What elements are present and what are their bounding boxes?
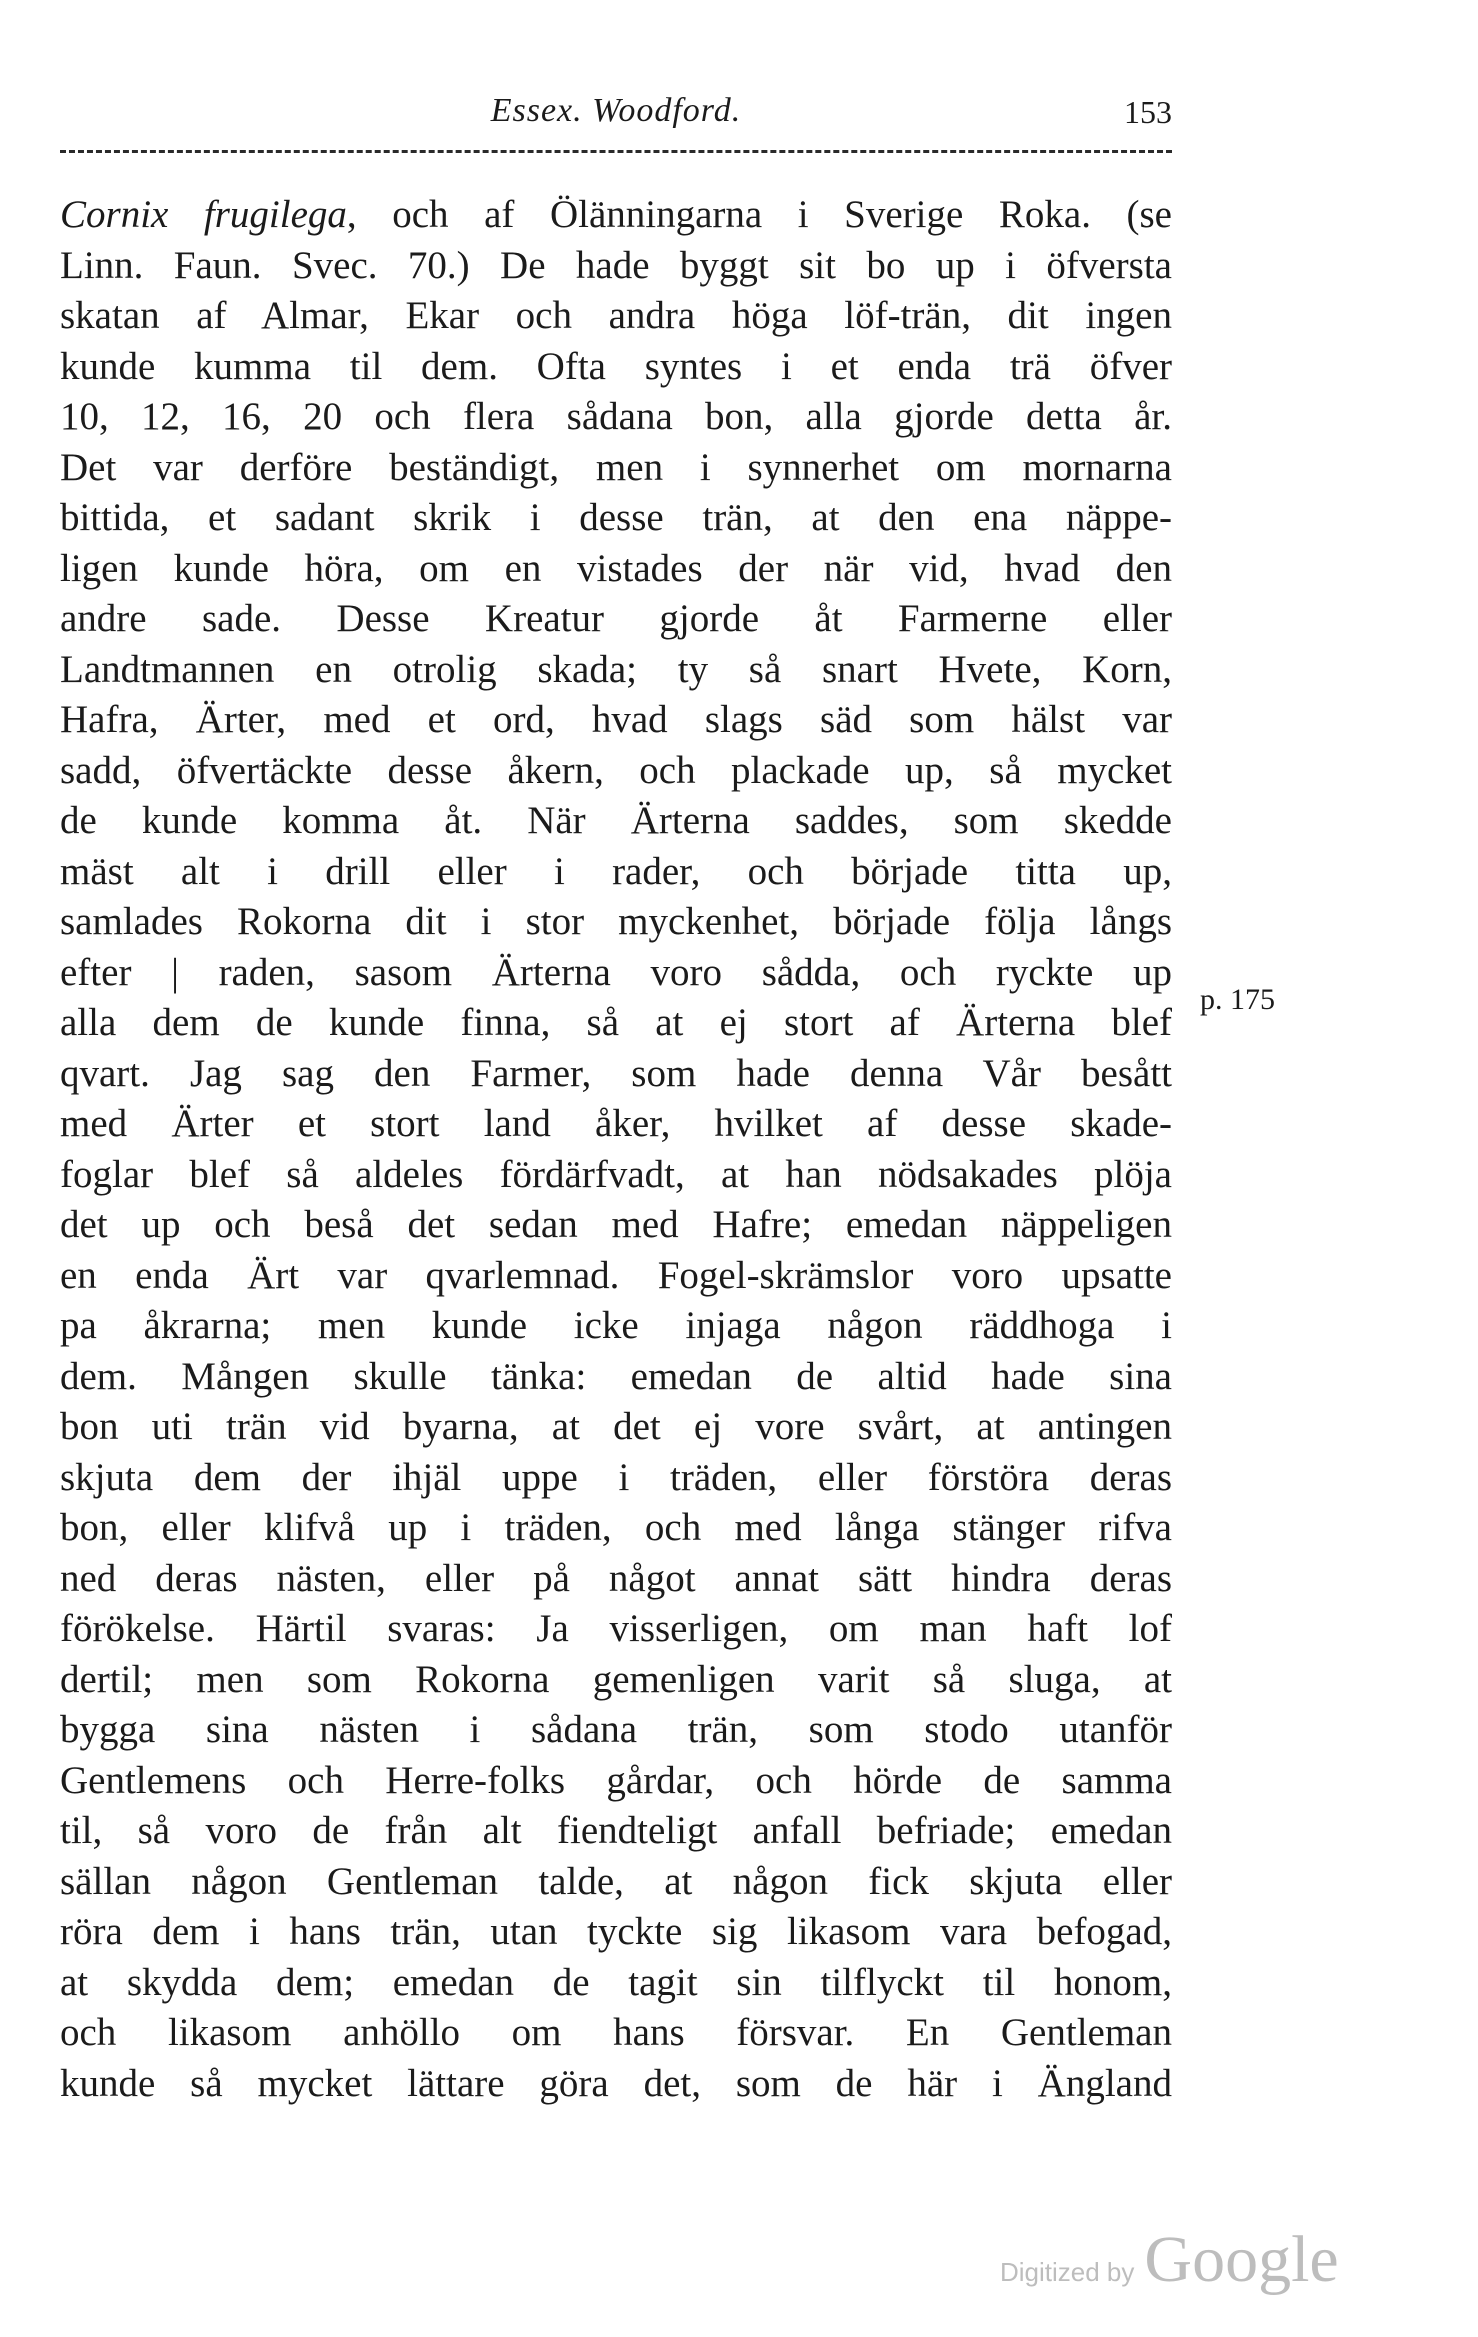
body-text	[60, 190, 1172, 2109]
text-line: Cornix frugilega, och af Ölänningarna i Sverige Roka. (se	[60, 193, 1172, 236]
text-line: kunde så mycket lättare göra det, som de här i Ängland	[60, 2061, 1172, 2105]
text-line: röra dem i hans trän, utan tyckte sig likasom vara befogad,	[60, 1910, 1172, 1953]
running-title: Essex. Woodford.	[490, 92, 742, 129]
text-line: ligen kunde höra, om en vistades der när vid, hvad den	[60, 546, 1172, 590]
text-line: en enda Ärt var qvarlemnad. Fogel-skrämslor voro upsatte	[60, 1253, 1172, 1297]
latin-species-name: Cornix frugilega	[60, 193, 347, 236]
text-line: efter | raden, sasom Ärterna voro sådda, och ryckte up	[60, 950, 1172, 994]
text-line: med Ärter et stort land åker, hvilket af desse skade-	[60, 1102, 1172, 1145]
text-line: dem. Mången skulle tänka: emedan de altid hade sina	[60, 1354, 1172, 1398]
text-line: ned deras nästen, eller på något annat sätt hindra deras	[60, 1556, 1172, 1600]
text-line: foglar blef så aldeles fördärfvadt, at han nödsakades plöja	[60, 1152, 1172, 1196]
text-line: bon, eller klifvå up i träden, och med långa stänger rifva	[60, 1506, 1172, 1549]
page-number: 153	[1124, 94, 1172, 130]
text-line: Hafra, Ärter, med et ord, hvad slags säd som hälst var	[60, 698, 1172, 741]
google-logo: Google	[1144, 2223, 1339, 2296]
text-line: skatan af Almar, Ekar och andra höga löf-trän, dit ingen	[60, 294, 1172, 337]
text-line: at skydda dem; emedan de tagit sin tilflyckt til honom,	[60, 1960, 1172, 2004]
text-line: Linn. Faun. Svec. 70.) De hade byggt sit bo up i öfversta	[60, 243, 1172, 287]
text-line: qvart. Jag sag den Farmer, som hade denna Vår besått	[60, 1051, 1172, 1095]
digitized-watermark	[1000, 2222, 1339, 2298]
text-line: förökelse. Härtil svaras: Ja visserligen, om man haft lof	[60, 1607, 1172, 1650]
header-rule	[60, 150, 1172, 153]
text-line: alla dem de kunde finna, så at ej stort af Ärterna blef	[60, 1001, 1172, 1044]
text-line: bon uti trän vid byarna, at det ej vore svårt, at antingen	[60, 1405, 1172, 1448]
text-line: mäst alt i drill eller i rader, och började titta up,	[60, 849, 1172, 893]
text-line: bittida, et sadant skrik i desse trän, at den ena näppe-	[60, 496, 1172, 539]
text-line: och likasom anhöllo om hans försvar. En Gentleman	[60, 2011, 1172, 2054]
text-line: kunde kumma til dem. Ofta syntes i et enda trä öfver	[60, 344, 1172, 388]
text-line: andre sade. Desse Kreatur gjorde åt Farmerne eller	[60, 597, 1172, 640]
text-line: Landtmannen en otrolig skada; ty så snart Hvete, Korn,	[60, 647, 1172, 691]
page-header	[60, 92, 1172, 144]
text-line: 10, 12, 16, 20 och flera sådana bon, alla gjorde detta år.	[60, 395, 1172, 438]
text-line: skjuta dem der ihjäl uppe i träden, eller förstöra deras	[60, 1455, 1172, 1499]
text-line: bygga sina nästen i sådana trän, som stodo utanför	[60, 1708, 1172, 1751]
text-line: til, så voro de från alt fiendteligt anfall befriade; emedan	[60, 1809, 1172, 1852]
text-line: Det var derföre beständigt, men i synnerhet om mornarna	[60, 445, 1172, 489]
text-line: det up och beså det sedan med Hafre; emedan näppeligen	[60, 1203, 1172, 1246]
margin-page-reference: p. 175	[1200, 983, 1275, 1016]
text-line: dertil; men som Rokorna gemenligen varit så sluga, at	[60, 1657, 1172, 1701]
watermark-prefix: Digitized by	[1000, 2257, 1135, 2287]
text-line: samlades Rokorna dit i stor myckenhet, började följa långs	[60, 900, 1172, 943]
text-line: sällan någon Gentleman talde, at någon fick skjuta eller	[60, 1859, 1172, 1903]
text-line: pa åkrarna; men kunde icke injaga någon räddhoga i	[60, 1304, 1172, 1347]
text-line: de kunde komma åt. När Ärterna saddes, som skedde	[60, 799, 1172, 842]
text-line: sadd, öfvertäckte desse åkern, och plackade up, så mycket	[60, 748, 1172, 792]
text-line: Gentlemens och Herre-folks gårdar, och hörde de samma	[60, 1758, 1172, 1802]
